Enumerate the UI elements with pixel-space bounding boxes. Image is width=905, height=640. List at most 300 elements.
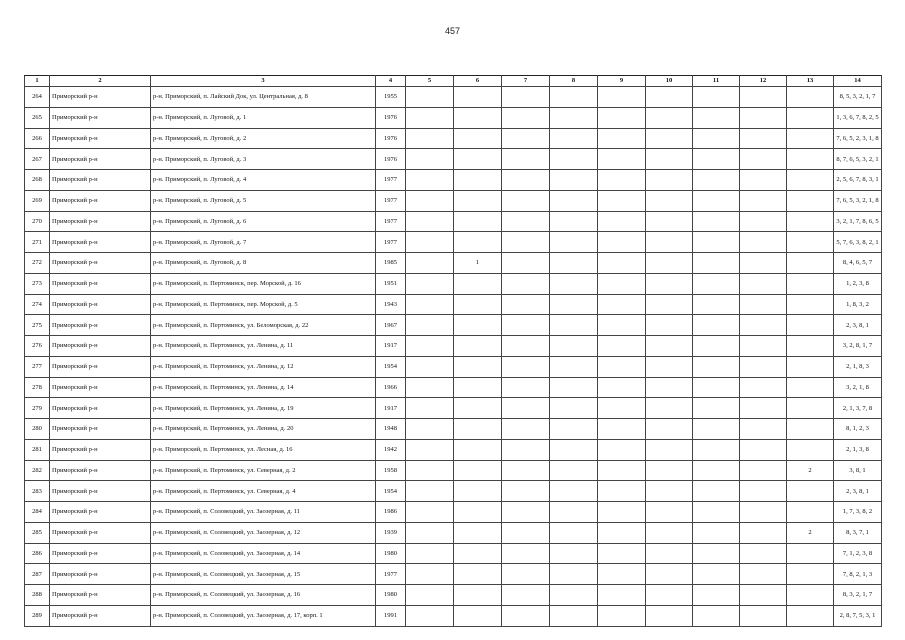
- col7-cell: [502, 253, 550, 274]
- col7-cell: [502, 211, 550, 232]
- col6-cell: [454, 107, 502, 128]
- row-number: 285: [25, 522, 50, 543]
- col13-cell: [787, 481, 834, 502]
- table-row: [25, 190, 882, 211]
- year-cell: 1977: [376, 170, 406, 191]
- col10-cell: [646, 460, 693, 481]
- district-cell: Приморский р-н: [50, 460, 151, 481]
- address-cell: р-н. Приморский, п. Луговой, д. 4: [151, 170, 376, 191]
- row-number: 279: [25, 398, 50, 419]
- row-number: 289: [25, 605, 50, 626]
- district-cell: Приморский р-н: [50, 502, 151, 523]
- col11-cell: [693, 211, 740, 232]
- table-row: [25, 481, 882, 502]
- col5-cell: [406, 190, 454, 211]
- col10-cell: [646, 502, 693, 523]
- district-cell: Приморский р-н: [50, 315, 151, 336]
- col12-cell: [740, 232, 787, 253]
- col6-cell: [454, 87, 502, 108]
- col13-cell: [787, 543, 834, 564]
- year-cell: 1955: [376, 87, 406, 108]
- col10-cell: [646, 564, 693, 585]
- col13-cell: [787, 356, 834, 377]
- year-cell: 1951: [376, 273, 406, 294]
- header-row: [25, 76, 882, 87]
- column-header-8: 8: [550, 76, 598, 87]
- col7-cell: [502, 419, 550, 440]
- year-cell: 1943: [376, 294, 406, 315]
- address-cell: р-н. Приморский, п. Пертоминск, ул. Ленина, д. 11: [151, 336, 376, 357]
- row-number: 276: [25, 336, 50, 357]
- col9-cell: [598, 502, 646, 523]
- address-cell: р-н. Приморский, п. Соловецкий, ул. Заозерная, д. 15: [151, 564, 376, 585]
- col13-cell: [787, 107, 834, 128]
- col6-cell: [454, 149, 502, 170]
- row-number: 288: [25, 585, 50, 606]
- col12-cell: [740, 336, 787, 357]
- address-cell: р-н. Приморский, п. Пертоминск, ул. Ленина, д. 19: [151, 398, 376, 419]
- table-row: [25, 294, 882, 315]
- year-cell: 1977: [376, 564, 406, 585]
- sequence-cell: 2, 3, 8, 1: [834, 481, 882, 502]
- col13-cell: 2: [787, 522, 834, 543]
- col10-cell: [646, 439, 693, 460]
- col13-cell: [787, 253, 834, 274]
- address-cell: р-н. Приморский, п. Пертоминск, ул. Лесная, д. 16: [151, 439, 376, 460]
- col7-cell: [502, 232, 550, 253]
- col11-cell: [693, 522, 740, 543]
- col8-cell: [550, 543, 598, 564]
- col12-cell: [740, 253, 787, 274]
- col7-cell: [502, 398, 550, 419]
- address-cell: р-н. Приморский, п. Пертоминск, ул. Северная, д. 2: [151, 460, 376, 481]
- col6-cell: [454, 502, 502, 523]
- column-header-2: 2: [50, 76, 151, 87]
- col10-cell: [646, 190, 693, 211]
- col13-cell: [787, 398, 834, 419]
- col5-cell: [406, 170, 454, 191]
- col13-cell: [787, 419, 834, 440]
- row-number: 275: [25, 315, 50, 336]
- col13-cell: [787, 502, 834, 523]
- address-cell: р-н. Приморский, п. Соловецкий, ул. Заозерная, д. 17, корп. 1: [151, 605, 376, 626]
- row-number: 270: [25, 211, 50, 232]
- table-row: [25, 273, 882, 294]
- col9-cell: [598, 356, 646, 377]
- table-row: [25, 398, 882, 419]
- col5-cell: [406, 522, 454, 543]
- table-row: [25, 419, 882, 440]
- col11-cell: [693, 294, 740, 315]
- col13-cell: [787, 87, 834, 108]
- table-row: [25, 128, 882, 149]
- district-cell: Приморский р-н: [50, 273, 151, 294]
- col7-cell: [502, 585, 550, 606]
- col10-cell: [646, 211, 693, 232]
- col13-cell: [787, 336, 834, 357]
- col5-cell: [406, 481, 454, 502]
- col7-cell: [502, 294, 550, 315]
- district-cell: Приморский р-н: [50, 232, 151, 253]
- table-row: [25, 543, 882, 564]
- row-number: 281: [25, 439, 50, 460]
- col8-cell: [550, 253, 598, 274]
- year-cell: 1954: [376, 481, 406, 502]
- table-row: [25, 522, 882, 543]
- col9-cell: [598, 107, 646, 128]
- sequence-cell: 8, 3, 7, 1: [834, 522, 882, 543]
- col5-cell: [406, 439, 454, 460]
- col5-cell: [406, 564, 454, 585]
- col6-cell: [454, 439, 502, 460]
- district-cell: Приморский р-н: [50, 190, 151, 211]
- col5-cell: [406, 356, 454, 377]
- col7-cell: [502, 87, 550, 108]
- sequence-cell: 5, 7, 6, 3, 8, 2, 1: [834, 232, 882, 253]
- col13-cell: [787, 439, 834, 460]
- col11-cell: [693, 585, 740, 606]
- col6-cell: [454, 356, 502, 377]
- sequence-cell: 1, 7, 3, 8, 2: [834, 502, 882, 523]
- column-header-5: 5: [406, 76, 454, 87]
- col6-cell: [454, 170, 502, 191]
- column-header-10: 10: [646, 76, 693, 87]
- column-header-1: 1: [25, 76, 50, 87]
- col9-cell: [598, 543, 646, 564]
- col11-cell: [693, 419, 740, 440]
- row-number: 282: [25, 460, 50, 481]
- col11-cell: [693, 377, 740, 398]
- sequence-cell: 2, 1, 3, 7, 8: [834, 398, 882, 419]
- district-cell: Приморский р-н: [50, 522, 151, 543]
- table-row: [25, 585, 882, 606]
- col9-cell: [598, 336, 646, 357]
- address-cell: р-н. Приморский, п. Луговой, д. 2: [151, 128, 376, 149]
- col12-cell: [740, 377, 787, 398]
- col7-cell: [502, 564, 550, 585]
- col13-cell: [787, 315, 834, 336]
- col7-cell: [502, 377, 550, 398]
- district-cell: Приморский р-н: [50, 107, 151, 128]
- row-number: 271: [25, 232, 50, 253]
- sequence-cell: 1, 8, 3, 2: [834, 294, 882, 315]
- address-cell: р-н. Приморский, п. Пертоминск, пер. Морской, д. 16: [151, 273, 376, 294]
- col11-cell: [693, 232, 740, 253]
- col9-cell: [598, 128, 646, 149]
- col8-cell: [550, 439, 598, 460]
- col6-cell: [454, 294, 502, 315]
- col7-cell: [502, 543, 550, 564]
- year-cell: 1948: [376, 419, 406, 440]
- col7-cell: [502, 170, 550, 191]
- row-number: 272: [25, 253, 50, 274]
- col7-cell: [502, 149, 550, 170]
- col10-cell: [646, 522, 693, 543]
- col6-cell: [454, 564, 502, 585]
- table-row: [25, 439, 882, 460]
- col12-cell: [740, 439, 787, 460]
- col11-cell: [693, 398, 740, 419]
- table-row: [25, 232, 882, 253]
- col6-cell: [454, 605, 502, 626]
- col12-cell: [740, 398, 787, 419]
- col13-cell: [787, 273, 834, 294]
- col8-cell: [550, 377, 598, 398]
- col5-cell: [406, 336, 454, 357]
- col12-cell: [740, 294, 787, 315]
- col13-cell: [787, 377, 834, 398]
- col5-cell: [406, 294, 454, 315]
- col8-cell: [550, 273, 598, 294]
- address-cell: р-н. Приморский, п. Пертоминск, ул. Беломорская, д. 22: [151, 315, 376, 336]
- column-header-11: 11: [693, 76, 740, 87]
- column-header-14: 14: [834, 76, 882, 87]
- col9-cell: [598, 211, 646, 232]
- sequence-cell: 3, 8, 1: [834, 460, 882, 481]
- col10-cell: [646, 605, 693, 626]
- col12-cell: [740, 419, 787, 440]
- year-cell: 1986: [376, 502, 406, 523]
- col9-cell: [598, 605, 646, 626]
- district-cell: Приморский р-н: [50, 170, 151, 191]
- year-cell: 1980: [376, 543, 406, 564]
- col13-cell: [787, 190, 834, 211]
- column-header-4: 4: [376, 76, 406, 87]
- year-cell: 1976: [376, 107, 406, 128]
- row-number: 267: [25, 149, 50, 170]
- col11-cell: [693, 543, 740, 564]
- col6-cell: 1: [454, 253, 502, 274]
- col9-cell: [598, 253, 646, 274]
- col7-cell: [502, 522, 550, 543]
- table-row: [25, 460, 882, 481]
- col8-cell: [550, 564, 598, 585]
- sequence-cell: 7, 6, 5, 3, 2, 1, 8: [834, 190, 882, 211]
- col5-cell: [406, 315, 454, 336]
- col5-cell: [406, 460, 454, 481]
- col12-cell: [740, 170, 787, 191]
- col8-cell: [550, 460, 598, 481]
- col13-cell: [787, 585, 834, 606]
- district-cell: Приморский р-н: [50, 356, 151, 377]
- col13-cell: 2: [787, 460, 834, 481]
- district-cell: Приморский р-н: [50, 336, 151, 357]
- row-number: 269: [25, 190, 50, 211]
- col6-cell: [454, 481, 502, 502]
- district-cell: Приморский р-н: [50, 87, 151, 108]
- col7-cell: [502, 439, 550, 460]
- col10-cell: [646, 377, 693, 398]
- district-cell: Приморский р-н: [50, 605, 151, 626]
- col6-cell: [454, 190, 502, 211]
- sequence-cell: 2, 1, 3, 8: [834, 439, 882, 460]
- col8-cell: [550, 87, 598, 108]
- col6-cell: [454, 377, 502, 398]
- col11-cell: [693, 481, 740, 502]
- district-cell: Приморский р-н: [50, 398, 151, 419]
- col5-cell: [406, 377, 454, 398]
- year-cell: 1942: [376, 439, 406, 460]
- col9-cell: [598, 315, 646, 336]
- district-cell: Приморский р-н: [50, 419, 151, 440]
- district-cell: Приморский р-н: [50, 294, 151, 315]
- sequence-cell: 1, 2, 3, 8: [834, 273, 882, 294]
- col11-cell: [693, 356, 740, 377]
- district-cell: Приморский р-н: [50, 543, 151, 564]
- col8-cell: [550, 315, 598, 336]
- col5-cell: [406, 87, 454, 108]
- col9-cell: [598, 439, 646, 460]
- column-header-12: 12: [740, 76, 787, 87]
- district-cell: Приморский р-н: [50, 377, 151, 398]
- row-number: 277: [25, 356, 50, 377]
- address-cell: р-н. Приморский, п. Пертоминск, ул. Северная, д. 4: [151, 481, 376, 502]
- col10-cell: [646, 232, 693, 253]
- column-header-3: 3: [151, 76, 376, 87]
- year-cell: 1977: [376, 190, 406, 211]
- table-row: [25, 170, 882, 191]
- table-row: [25, 502, 882, 523]
- address-cell: р-н. Приморский, п. Луговой, д. 7: [151, 232, 376, 253]
- col13-cell: [787, 211, 834, 232]
- col9-cell: [598, 190, 646, 211]
- col12-cell: [740, 149, 787, 170]
- year-cell: 1980: [376, 585, 406, 606]
- col9-cell: [598, 585, 646, 606]
- table-row: [25, 356, 882, 377]
- table-body: [25, 87, 882, 627]
- col7-cell: [502, 128, 550, 149]
- row-number: 273: [25, 273, 50, 294]
- col12-cell: [740, 107, 787, 128]
- table-row: [25, 107, 882, 128]
- col11-cell: [693, 439, 740, 460]
- col11-cell: [693, 273, 740, 294]
- col10-cell: [646, 356, 693, 377]
- col10-cell: [646, 253, 693, 274]
- col9-cell: [598, 522, 646, 543]
- col11-cell: [693, 315, 740, 336]
- sequence-cell: 8, 4, 6, 5, 7: [834, 253, 882, 274]
- col8-cell: [550, 149, 598, 170]
- col5-cell: [406, 149, 454, 170]
- col8-cell: [550, 481, 598, 502]
- col8-cell: [550, 294, 598, 315]
- col10-cell: [646, 170, 693, 191]
- sequence-cell: 7, 8, 2, 1, 3: [834, 564, 882, 585]
- col7-cell: [502, 190, 550, 211]
- col5-cell: [406, 419, 454, 440]
- address-cell: р-н. Приморский, п. Пертоминск, ул. Ленина, д. 20: [151, 419, 376, 440]
- address-cell: р-н. Приморский, п. Пертоминск, ул. Ленина, д. 12: [151, 356, 376, 377]
- column-header-7: 7: [502, 76, 550, 87]
- col11-cell: [693, 107, 740, 128]
- col8-cell: [550, 502, 598, 523]
- address-cell: р-н. Приморский, п. Соловецкий, ул. Заозерная, д. 12: [151, 522, 376, 543]
- col10-cell: [646, 336, 693, 357]
- col12-cell: [740, 211, 787, 232]
- sequence-cell: 2, 1, 8, 3: [834, 356, 882, 377]
- district-cell: Приморский р-н: [50, 149, 151, 170]
- col7-cell: [502, 273, 550, 294]
- sequence-cell: 8, 1, 2, 3: [834, 419, 882, 440]
- col7-cell: [502, 336, 550, 357]
- col5-cell: [406, 211, 454, 232]
- sequence-cell: 7, 6, 5, 2, 3, 1, 8: [834, 128, 882, 149]
- sequence-cell: 1, 3, 6, 7, 8, 2, 5: [834, 107, 882, 128]
- address-cell: р-н. Приморский, п. Лайский Док, ул. Центральная, д. 8: [151, 87, 376, 108]
- col8-cell: [550, 605, 598, 626]
- col7-cell: [502, 356, 550, 377]
- address-cell: р-н. Приморский, п. Пертоминск, ул. Ленина, д. 14: [151, 377, 376, 398]
- row-number: 265: [25, 107, 50, 128]
- table-row: [25, 605, 882, 626]
- col6-cell: [454, 128, 502, 149]
- col9-cell: [598, 377, 646, 398]
- sequence-cell: 8, 5, 3, 2, 1, 7: [834, 87, 882, 108]
- address-cell: р-н. Приморский, п. Луговой, д. 3: [151, 149, 376, 170]
- page-number: 457: [444, 26, 461, 36]
- address-cell: р-н. Приморский, п. Пертоминск, пер. Морской, д. 5: [151, 294, 376, 315]
- col10-cell: [646, 128, 693, 149]
- col11-cell: [693, 253, 740, 274]
- table-row: [25, 87, 882, 108]
- col6-cell: [454, 398, 502, 419]
- year-cell: 1954: [376, 356, 406, 377]
- district-cell: Приморский р-н: [50, 211, 151, 232]
- col5-cell: [406, 543, 454, 564]
- address-cell: р-н. Приморский, п. Луговой, д. 1: [151, 107, 376, 128]
- col12-cell: [740, 273, 787, 294]
- col9-cell: [598, 419, 646, 440]
- col11-cell: [693, 87, 740, 108]
- col12-cell: [740, 87, 787, 108]
- col11-cell: [693, 460, 740, 481]
- col5-cell: [406, 128, 454, 149]
- year-cell: 1977: [376, 211, 406, 232]
- column-header-9: 9: [598, 76, 646, 87]
- col13-cell: [787, 232, 834, 253]
- col9-cell: [598, 481, 646, 502]
- district-cell: Приморский р-н: [50, 564, 151, 585]
- col6-cell: [454, 211, 502, 232]
- row-number: 278: [25, 377, 50, 398]
- col7-cell: [502, 502, 550, 523]
- year-cell: 1917: [376, 398, 406, 419]
- address-cell: р-н. Приморский, п. Луговой, д. 5: [151, 190, 376, 211]
- col10-cell: [646, 149, 693, 170]
- col5-cell: [406, 253, 454, 274]
- col5-cell: [406, 502, 454, 523]
- sequence-cell: 7, 1, 2, 3, 8: [834, 543, 882, 564]
- col7-cell: [502, 460, 550, 481]
- col8-cell: [550, 170, 598, 191]
- col13-cell: [787, 170, 834, 191]
- col6-cell: [454, 315, 502, 336]
- sequence-cell: 3, 2, 8, 1, 7: [834, 336, 882, 357]
- district-cell: Приморский р-н: [50, 128, 151, 149]
- district-cell: Приморский р-н: [50, 481, 151, 502]
- sequence-cell: 2, 3, 8, 1: [834, 315, 882, 336]
- row-number: 274: [25, 294, 50, 315]
- col8-cell: [550, 356, 598, 377]
- col12-cell: [740, 605, 787, 626]
- col9-cell: [598, 398, 646, 419]
- col10-cell: [646, 398, 693, 419]
- table-row: [25, 149, 882, 170]
- year-cell: 1966: [376, 377, 406, 398]
- district-cell: Приморский р-н: [50, 439, 151, 460]
